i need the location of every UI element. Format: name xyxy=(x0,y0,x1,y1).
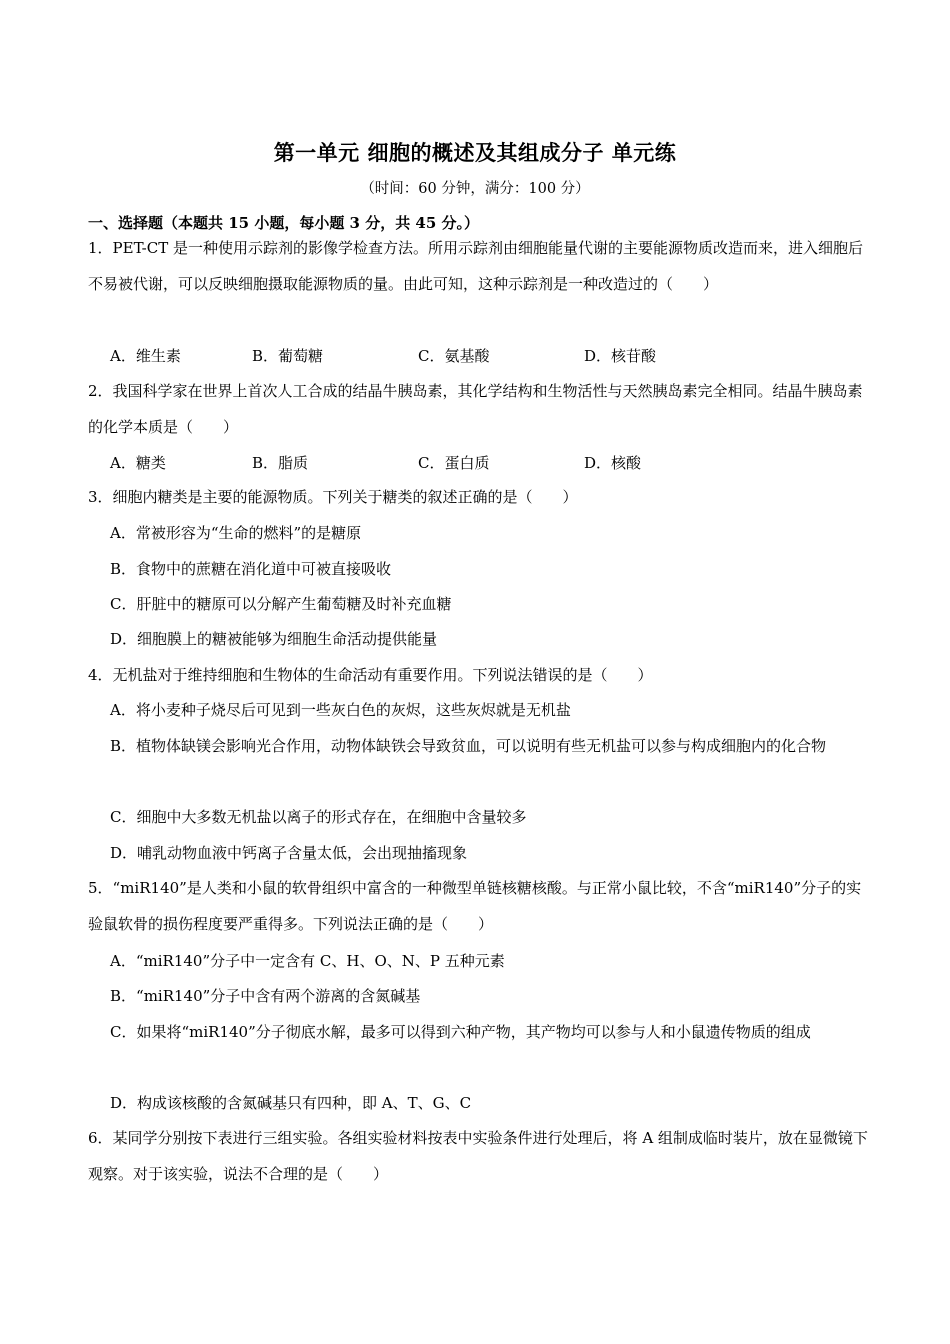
question-4-option-a: A．将小麦种子烧尽后可见到一些灰白色的灰烬，这些灰烬就是无机盐 xyxy=(110,701,571,719)
document-title: 第一单元 细胞的概述及其组成分子 单元练 xyxy=(273,140,677,165)
question-5-option-c: C．如果将“miR140”分子彻底水解，最多可以得到六种产物，其产物均可以参与人和小鼠遗传物质的组成 xyxy=(110,1023,811,1041)
option-c: C．氨基酸 xyxy=(418,347,490,365)
question-6-text: 6．某同学分别按下表进行三组实验。各组实验材料按表中实验条件进行处理后，将 A 组制成临时装片，放在显微镜下观察。对于该实验，说法不合理的是（ ） xyxy=(88,1129,868,1183)
question-5-text: 5．“miR140”是人类和小鼠的软骨组织中富含的一种微型单链核糖核酸。与正常小鼠比较，不含“miR140”分子的实验鼠软骨的损伤程度要严重得多。下列说法正确的是（ ） xyxy=(88,879,862,933)
option-c: C．蛋白质 xyxy=(418,454,490,472)
question-5-option-a: A．“miR140”分子中一定含有 C、H、O、N、P 五种元素 xyxy=(110,952,505,970)
question-3-option-b: B．食物中的蔗糖在消化道中可被直接吸收 xyxy=(110,560,392,578)
option-a: A．糖类 xyxy=(110,454,166,472)
section-heading: 一、选择题（本题共 15 小题，每小题 3 分，共 45 分。） xyxy=(88,214,480,232)
question-4-option-b: B．植物体缺镁会影响光合作用，动物体缺铁会导致贫血，可以说明有些无机盐可以参与构成细胞内的化合物 xyxy=(110,737,827,755)
question-5-option-b: B．“miR140”分子中含有两个游离的含氮碱基 xyxy=(110,987,421,1005)
option-b: B．葡萄糖 xyxy=(252,347,324,365)
question-5-option-d: D．构成该核酸的含氮碱基只有四种，即 A、T、G、C xyxy=(110,1094,472,1112)
question-4-option-d: D．哺乳动物血液中钙离子含量太低，会出现抽搐现象 xyxy=(110,844,468,862)
option-b: B．脂质 xyxy=(252,454,309,472)
question-2-text: 2．我国科学家在世界上首次人工合成的结晶牛胰岛素，其化学结构和生物活性与天然胰岛素完全相同。结晶牛胰岛素的化学本质是（ ） xyxy=(88,382,863,436)
question-3-text: 3．细胞内糖类是主要的能源物质。下列关于糖类的叙述正确的是（ ） xyxy=(88,488,578,506)
question-4-text: 4．无机盐对于维持细胞和生物体的生命活动有重要作用。下列说法错误的是（ ） xyxy=(88,666,653,684)
question-3-option-d: D．细胞膜上的糖被能够为细胞生命活动提供能量 xyxy=(110,630,438,648)
question-3-option-c: C．肝脏中的糖原可以分解产生葡萄糖及时补充血糖 xyxy=(110,595,452,613)
option-a: A．维生素 xyxy=(110,347,181,365)
question-1-text: 1．PET-CT 是一种使用示踪剂的影像学检查方法。所用示踪剂由细胞能量代谢的主要能源物质改造而来，进入细胞后不易被代谢，可以反映细胞摄取能源物质的量。由此可知，这种示踪剂是一种改造过的（ ） xyxy=(88,239,863,293)
question-3-option-a: A．常被形容为“生命的燃料”的是糖原 xyxy=(110,524,362,542)
question-4-option-c: C．细胞中大多数无机盐以离子的形式存在，在细胞中含量较多 xyxy=(110,808,527,826)
option-d: D．核苷酸 xyxy=(584,347,657,365)
document-subtitle: （时间：60 分钟，满分：100 分） xyxy=(360,181,590,197)
option-d: D．核酸 xyxy=(584,454,642,472)
